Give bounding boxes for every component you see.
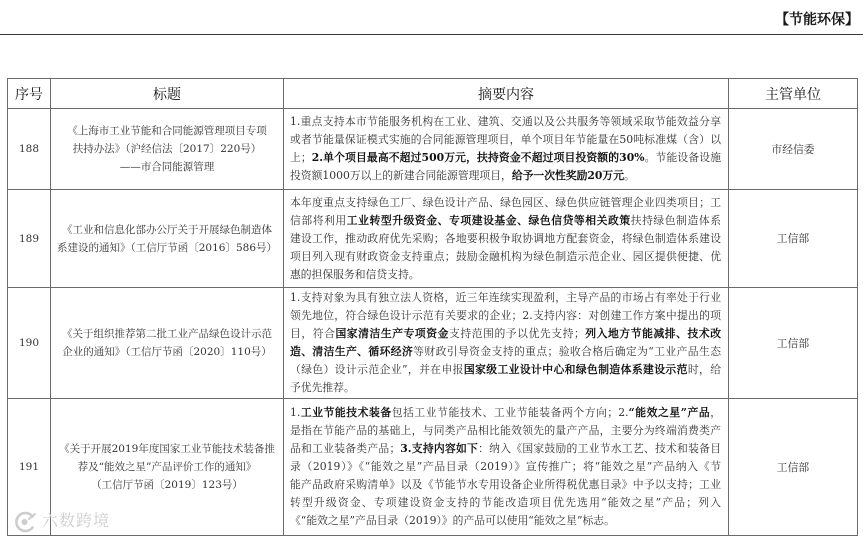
summary-bold-text: 给予一次性奖励20万元	[511, 169, 625, 182]
row-department: 工信部	[729, 288, 858, 399]
summary-text: 时，给	[687, 363, 722, 376]
table-row	[8, 288, 858, 399]
title-line: 荐及“能效之星”产品评价工作的通知》	[77, 461, 257, 473]
summary-line	[290, 325, 721, 343]
row-department: 工信部	[729, 399, 858, 536]
summary-text: 本年度重点支持绿色工厂、绿色设计产品、绿色园区、绿色供应链管理企业四类项目；工	[290, 195, 721, 209]
summary-text: 录（2019）》《“能效之星”产品目录（2019）》宣传推广；将“能效之星”产品纳入《节	[290, 460, 721, 473]
title-line: 《关于开展2019年度国家工业节能技术装备推	[59, 443, 275, 455]
summary-line	[290, 230, 721, 248]
summary-text: 。节能设备设施	[644, 151, 722, 164]
summary-line	[290, 194, 721, 212]
summary-line	[290, 113, 721, 131]
header-summary: 摘要内容	[284, 79, 729, 109]
summary-line	[290, 494, 721, 512]
summary-text: 或者节能量保证模式实施的合同能源管理项目，单个项目年节能量在50吨标准煤（含）以	[290, 133, 721, 146]
summary-line	[290, 458, 721, 476]
summary-line	[290, 167, 721, 185]
summary-line	[290, 212, 721, 230]
summary-text: ：纳入《国家鼓励的工业节水工艺、技术和装备目	[478, 442, 721, 455]
header-title: 标题	[51, 79, 284, 109]
summary-bold-text: 3.支持内容如下	[400, 442, 479, 455]
title-line: 企业的通知》（工信厅节函〔2020〕110号）	[62, 346, 272, 358]
table-row	[8, 109, 858, 190]
row-summary	[284, 288, 729, 399]
summary-text: 转型升级资金、专项建设资金支持的节能改造项目优先选用“能效之星”产品；列入	[290, 496, 721, 509]
row-title	[51, 109, 284, 190]
summary-text: 品和工业装备类产品；	[290, 442, 401, 455]
header-department: 主管单位	[729, 79, 858, 109]
summary-text: 包括工业节能技术、工业节能装备两个方向；2.	[391, 406, 629, 419]
title-line: 扶持办法》（沪经信法〔2017〕220号）	[72, 143, 262, 155]
summary-line	[290, 440, 721, 458]
summary-text: 支持范围的予以优先支持；	[449, 327, 585, 340]
summary-text: 1.支持对象为具有独立法人资格，近三年连续实现盈利，主导产品的市场占有率处于行业	[290, 291, 721, 304]
summary-line	[290, 379, 721, 397]
summary-text: 是指在节能产品的基础上，与同类产品相比能效领先的量产产品，主要分为终端消费类产	[290, 424, 721, 437]
table-row	[8, 190, 858, 288]
summary-bold-text: “能效之星”产品	[628, 406, 711, 419]
summary-bold-text: 国家清洁生产专项资金	[335, 327, 450, 340]
title-line: （工信厅节函〔2019〕123号）	[91, 479, 243, 491]
title-line: 《关于组织推荐第二批工业产品绿色设计示范	[62, 328, 272, 340]
title-line: ——市合同能源管理	[119, 161, 215, 173]
summary-line	[290, 476, 721, 494]
watermark-text: 六数跨境	[42, 511, 111, 530]
watermark-logo-icon	[12, 510, 38, 534]
summary-bold-text: 列入地方节能减排、技术改	[584, 327, 722, 340]
summary-text: 扶持绿色制造体系	[630, 213, 722, 227]
summary-text: 1.重点支持本市节能服务机构在工业、建筑、交通以及公共服务等领域采取节能效益分享	[290, 115, 721, 128]
summary-text: 予优先推荐。	[290, 381, 355, 394]
summary-line	[290, 289, 721, 307]
header-number: 序号	[8, 79, 51, 109]
row-summary	[284, 190, 729, 288]
title-line: 《工业和信息化部办公厅关于开展绿色制造体	[62, 223, 272, 236]
summary-line	[290, 422, 721, 440]
summary-text: 建设工作，推动政府优先采购；各地要积极争取协调地方配套资金，将绿色制造体系建设	[290, 231, 721, 245]
summary-line	[290, 361, 721, 379]
summary-line	[290, 131, 721, 149]
table-row	[8, 399, 858, 536]
summary-line	[290, 149, 721, 167]
table-body	[8, 109, 858, 536]
row-number: 190	[8, 288, 51, 399]
row-title	[51, 190, 284, 288]
summary-text: 惠的担保服务和信贷支持。	[290, 267, 420, 281]
summary-text: 《“能效之星”产品目录（2019）》的产品可以使用“能效之星”标志。	[290, 514, 615, 527]
row-number: 188	[8, 109, 51, 190]
summary-text: 等财政引导资金支持的重点；验收合格后确定为“工业产品生态	[413, 345, 721, 358]
summary-text: 能产品政府采购清单》以及《节能节水专用设备企业所得税优惠目录》中予以支持；工业	[290, 478, 721, 491]
summary-line	[290, 307, 721, 325]
summary-bold-text: 工业节能技术装备	[300, 406, 392, 419]
summary-text: 投资额1000万以上的新建合同能源管理项目，	[290, 169, 512, 182]
table-header-row	[8, 79, 858, 109]
row-number: 189	[8, 190, 51, 288]
summary-text: 信部将利用	[290, 213, 347, 227]
summary-line	[290, 512, 721, 530]
summary-text: 上；	[290, 151, 312, 164]
row-department: 工信部	[729, 190, 858, 288]
row-summary	[284, 109, 729, 190]
title-line: 《上海市工业节能和合同能源管理项目专项	[67, 125, 267, 137]
header-rule	[0, 34, 863, 35]
summary-bold-text: 工业转型升级资金、专项建设基金、绿色信贷等相关政策	[346, 213, 631, 227]
summary-text: ，	[710, 406, 721, 419]
summary-line	[290, 248, 721, 266]
summary-text: 领先地位，符合绿色设计示范有关要求的企业；2.支持内容：对创建工作方案中提出的项	[290, 309, 721, 322]
summary-bold-text: 2.单个项目最高不超过500万元，扶持资金不超过项目投资额的30%	[311, 151, 645, 164]
summary-text: 。	[624, 169, 635, 182]
title-line: 系建设的通知》（工信厅节函〔2016〕586号）	[56, 241, 277, 254]
summary-text: 1.	[290, 406, 301, 419]
row-title	[51, 288, 284, 399]
summary-bold-text: 造、清洁生产、循环经济	[290, 345, 414, 358]
summary-line	[290, 404, 721, 422]
summary-line	[290, 266, 721, 284]
summary-text: （绿色）设计示范企业”，并在申报	[290, 363, 464, 376]
row-summary	[284, 399, 729, 536]
summary-bold-text: 国家级工业设计中心和绿色制造体系建设示范	[463, 363, 688, 376]
row-number: 191	[8, 399, 51, 536]
policy-table	[7, 78, 858, 536]
row-department: 市经信委	[729, 109, 858, 190]
table-header	[8, 79, 858, 109]
summary-text: 目，符合	[290, 327, 336, 340]
section-tag: 【节能环保】	[775, 12, 859, 28]
summary-line	[290, 343, 721, 361]
summary-text: 项目列入现有财政资金支持重点；鼓励金融机构为绿色制造示范企业、园区提供便捷、优	[290, 249, 721, 263]
